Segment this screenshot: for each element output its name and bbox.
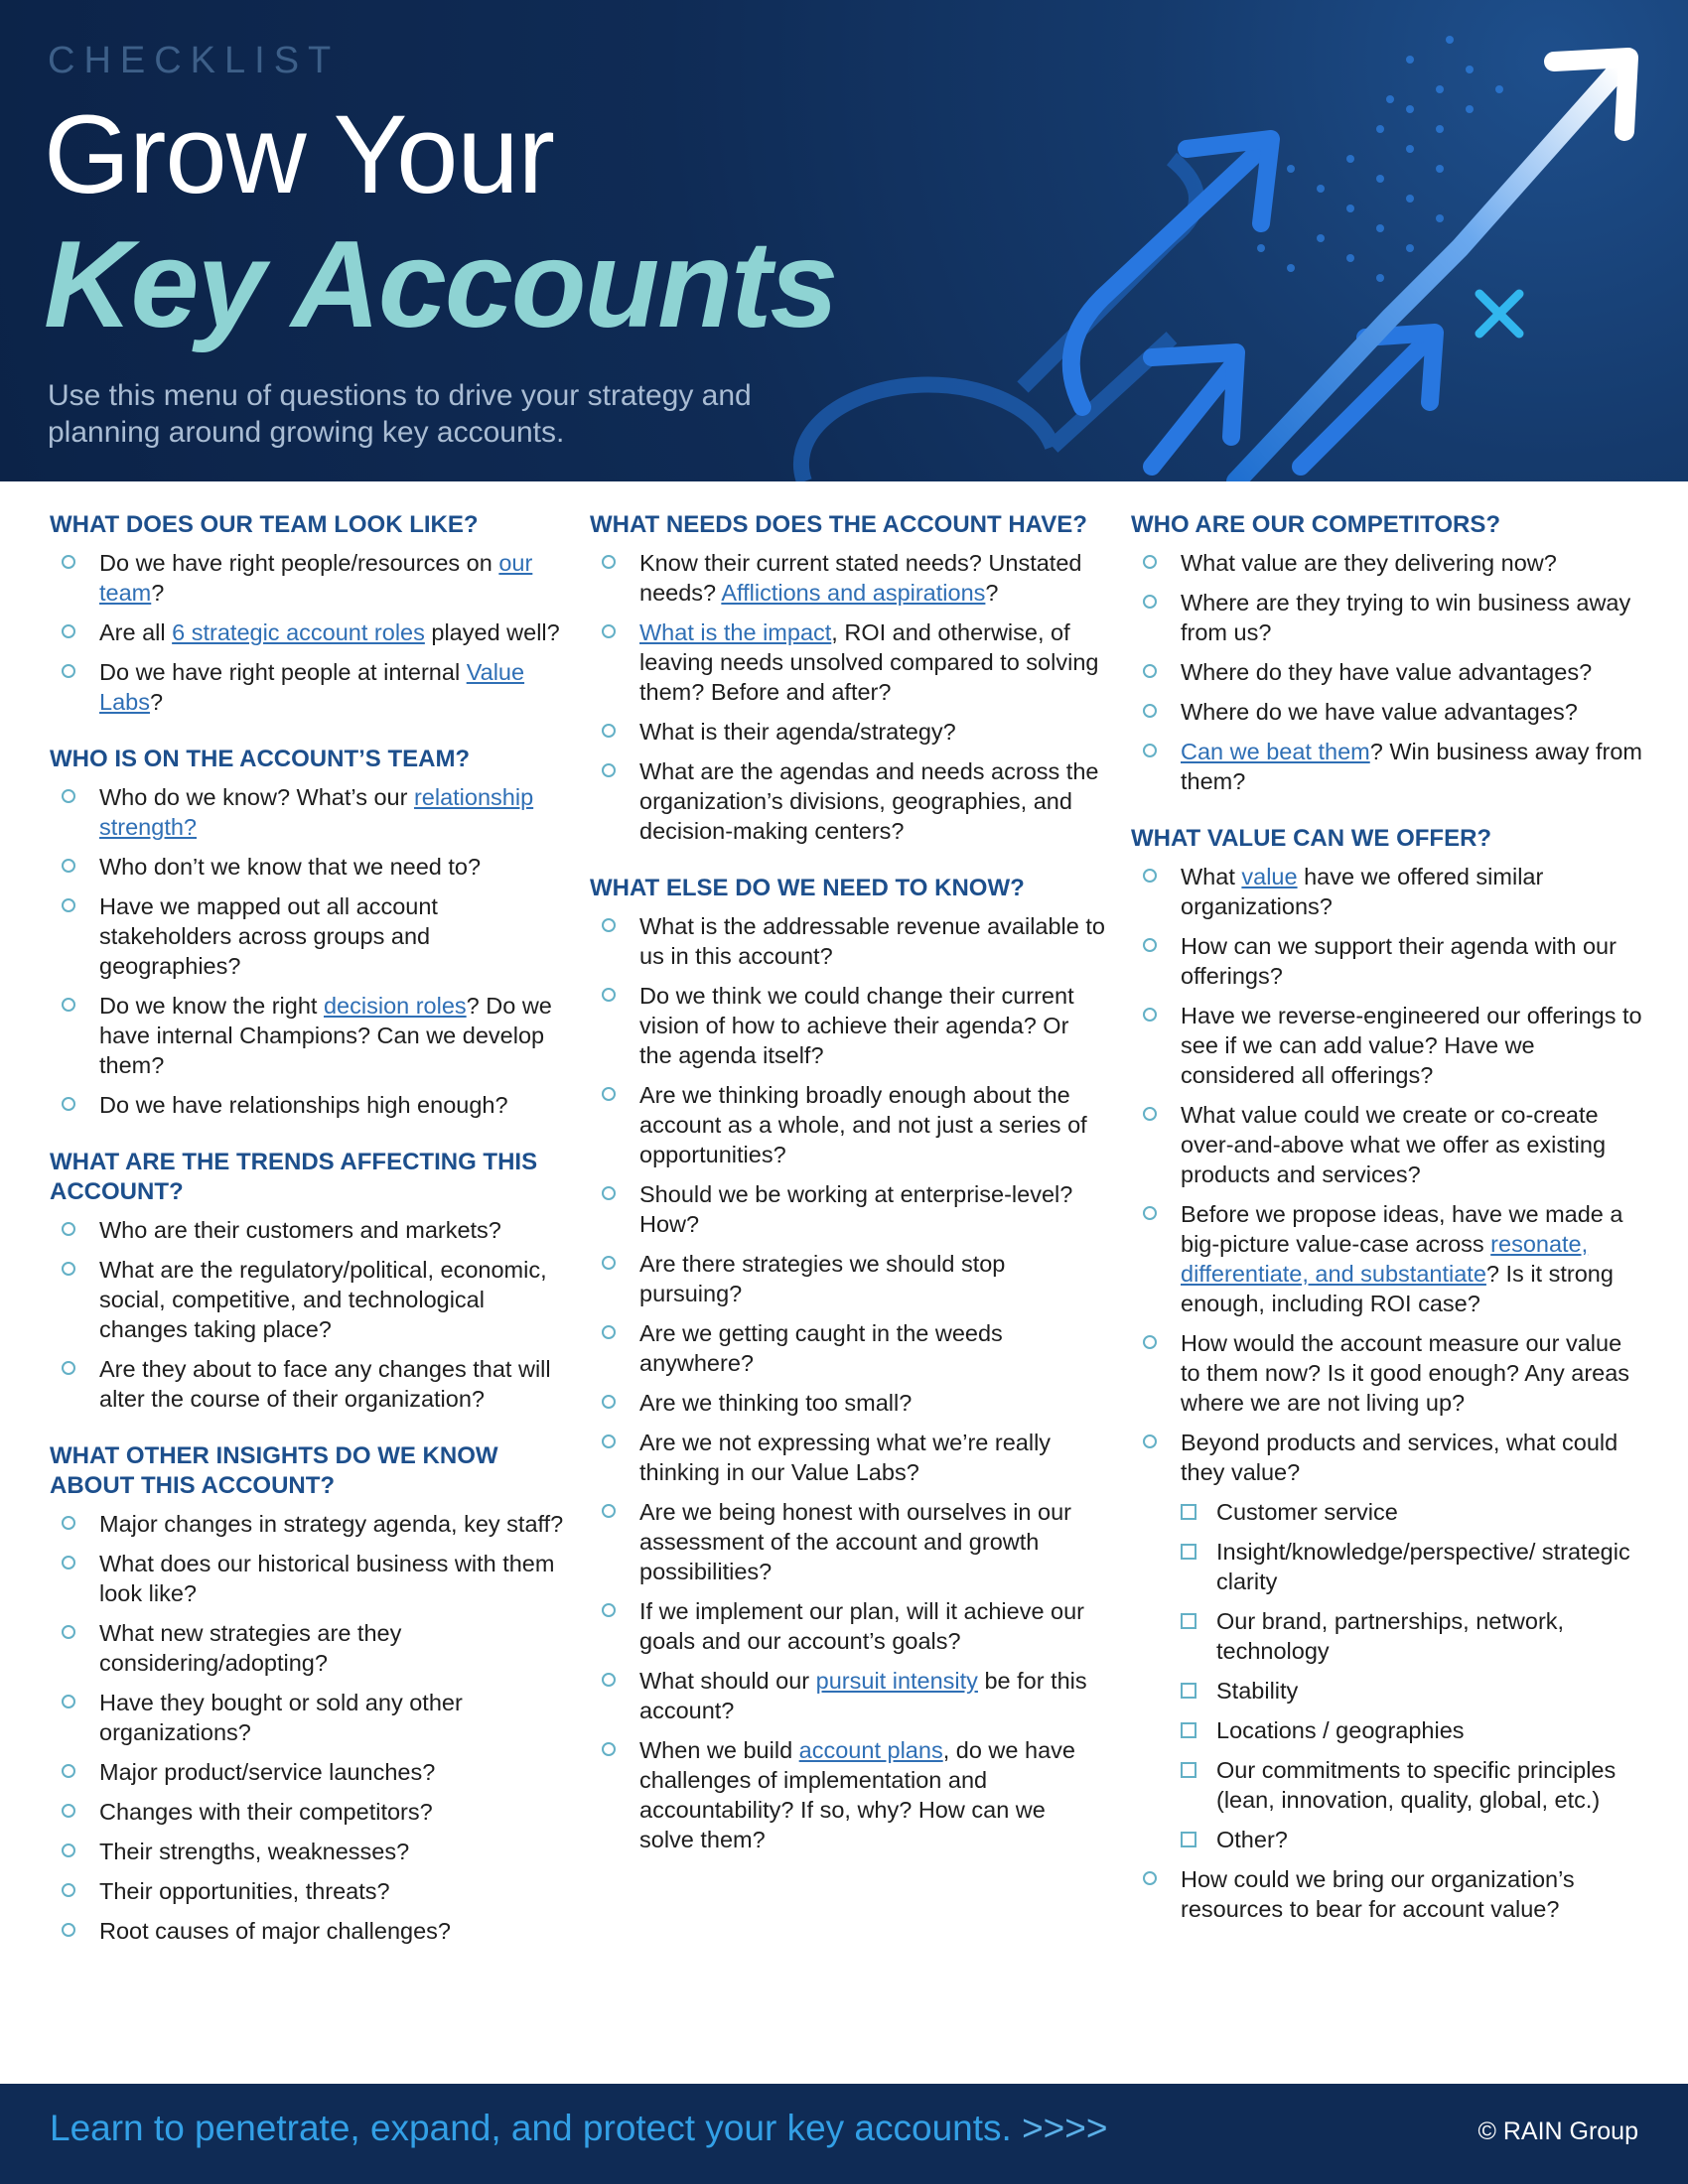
blue-arrows bbox=[1071, 139, 1435, 467]
item-text: Where are they trying to win business away from us? bbox=[1181, 590, 1631, 645]
title-line-2: Key Accounts bbox=[44, 216, 837, 353]
item-text: What is the addressable revenue available to us in this account? bbox=[639, 913, 1105, 969]
circle-bullet-icon bbox=[602, 918, 616, 932]
circle-bullet-icon bbox=[1143, 664, 1157, 678]
checklist-item bbox=[50, 657, 566, 717]
item-text: Their opportunities, threats? bbox=[99, 1878, 390, 1904]
circle-bullet-icon bbox=[602, 1603, 616, 1617]
inline-link[interactable]: relationship strength? bbox=[99, 784, 534, 840]
item-text: Our brand, partnerships, network, technology bbox=[1216, 1608, 1565, 1664]
checkbox-square-icon bbox=[1181, 1504, 1196, 1520]
item-text: What value are they delivering now? bbox=[1181, 550, 1557, 576]
inline-link[interactable]: resonate, differentiate, and substantiate bbox=[1181, 1231, 1589, 1287]
checklist-sub-item bbox=[1131, 1537, 1647, 1596]
circle-bullet-icon bbox=[1143, 938, 1157, 952]
item-text: ? bbox=[985, 580, 999, 606]
section-title: WHAT ARE THE TRENDS AFFECTING THIS ACCOUNT? bbox=[50, 1149, 538, 1205]
inline-link[interactable]: Can we beat them bbox=[1181, 739, 1370, 764]
item-text: ? bbox=[151, 580, 165, 606]
item-text: Do we have relationships high enough? bbox=[99, 1092, 508, 1118]
circle-bullet-icon bbox=[1143, 1107, 1157, 1121]
item-text: Do we know the right bbox=[99, 993, 324, 1019]
item-text: Major product/service launches? bbox=[99, 1759, 436, 1785]
checklist-item bbox=[1131, 1864, 1647, 1924]
circle-bullet-icon bbox=[62, 898, 75, 912]
checklist-item bbox=[1131, 1428, 1647, 1487]
column-1 bbox=[50, 510, 566, 1974]
circle-bullet-icon bbox=[62, 1695, 75, 1708]
checklist-item bbox=[50, 991, 566, 1080]
item-text: If we implement our plan, will it achieve our goals and our account’s goals? bbox=[639, 1598, 1085, 1654]
header-banner bbox=[0, 0, 1688, 481]
circle-bullet-icon bbox=[602, 1186, 616, 1200]
item-text: What bbox=[1181, 864, 1242, 889]
circle-bullet-icon bbox=[62, 1923, 75, 1937]
checklist-item bbox=[50, 1688, 566, 1747]
section-title: WHAT DOES OUR TEAM LOOK LIKE? bbox=[50, 511, 479, 538]
checklist-item bbox=[50, 1509, 566, 1539]
item-text: Who don’t we know that we need to? bbox=[99, 854, 482, 880]
item-text: Our commitments to specific principles (lean, innovation, quality, global, etc.) bbox=[1216, 1757, 1617, 1813]
footer-cta[interactable] bbox=[50, 2108, 1108, 2149]
item-text: Are we getting caught in the weeds anywhere? bbox=[639, 1320, 1003, 1376]
circle-bullet-icon bbox=[602, 1256, 616, 1270]
checklist-item bbox=[50, 1876, 566, 1906]
section-title: WHO ARE OUR COMPETITORS? bbox=[1131, 511, 1500, 538]
checklist-item bbox=[50, 782, 566, 842]
inline-link[interactable]: 6 strategic account roles bbox=[172, 619, 425, 645]
item-text: Have they bought or sold any other organizations? bbox=[99, 1690, 463, 1745]
checklist-sub-item bbox=[1131, 1755, 1647, 1815]
checklist-sub-item bbox=[1131, 1825, 1647, 1854]
checklist-item bbox=[50, 1837, 566, 1866]
item-text: Major changes in strategy agenda, key staff? bbox=[99, 1511, 564, 1537]
circle-bullet-icon bbox=[602, 1673, 616, 1687]
checklist-item bbox=[590, 617, 1106, 707]
item-text: Are we thinking too small? bbox=[639, 1390, 913, 1416]
circle-bullet-icon bbox=[602, 1742, 616, 1756]
circle-bullet-icon bbox=[1143, 869, 1157, 883]
checkbox-square-icon bbox=[1181, 1762, 1196, 1778]
item-text: Have we reverse-engineered our offerings to see if we can add value? Have we considered all offerings? bbox=[1181, 1003, 1642, 1088]
item-text: ? Win business away from them? bbox=[1181, 739, 1643, 794]
circle-bullet-icon bbox=[62, 789, 75, 803]
item-text: Are we thinking broadly enough about the account as a whole, and not just a series of opportunities? bbox=[639, 1082, 1087, 1167]
checklist-item bbox=[590, 548, 1106, 608]
circle-bullet-icon bbox=[1143, 1434, 1157, 1448]
checklist-item bbox=[590, 717, 1106, 747]
checklist-section bbox=[590, 874, 1106, 1854]
circle-bullet-icon bbox=[62, 664, 75, 678]
item-text: What is their agenda/strategy? bbox=[639, 719, 956, 745]
checklist-section bbox=[50, 1148, 566, 1414]
section-title: WHAT NEEDS DOES THE ACCOUNT HAVE? bbox=[590, 511, 1087, 538]
checklist-item bbox=[50, 548, 566, 608]
circle-bullet-icon bbox=[62, 1361, 75, 1375]
circle-bullet-icon bbox=[602, 763, 616, 777]
circle-bullet-icon bbox=[1143, 1871, 1157, 1885]
checklist-item bbox=[1131, 737, 1647, 796]
section-title: WHAT ELSE DO WE NEED TO KNOW? bbox=[590, 875, 1025, 901]
item-text: Root causes of major challenges? bbox=[99, 1918, 452, 1944]
item-text: Do we have right people/resources on bbox=[99, 550, 499, 576]
circle-bullet-icon bbox=[62, 1516, 75, 1530]
checklist-item bbox=[590, 756, 1106, 846]
checklist-item bbox=[1131, 1100, 1647, 1189]
item-text: Do we think we could change their current vision of how to achieve their agenda? Or the agenda itself? bbox=[639, 983, 1074, 1068]
inline-link[interactable]: Value Labs bbox=[99, 659, 525, 715]
item-text: Who are their customers and markets? bbox=[99, 1217, 501, 1243]
checklist-item bbox=[50, 1916, 566, 1946]
inline-link[interactable]: value bbox=[1241, 864, 1298, 889]
checkbox-square-icon bbox=[1181, 1613, 1196, 1629]
checklist-section bbox=[50, 510, 566, 717]
circle-bullet-icon bbox=[602, 988, 616, 1002]
checklist-item bbox=[1131, 588, 1647, 647]
item-text: Locations / geographies bbox=[1216, 1717, 1465, 1743]
item-text: Customer service bbox=[1216, 1499, 1398, 1525]
checklist-item bbox=[590, 1080, 1106, 1169]
inline-link[interactable]: What is the impact bbox=[639, 619, 832, 645]
checklist-item bbox=[590, 981, 1106, 1070]
item-text: Insight/knowledge/perspective/ strategic clarity bbox=[1216, 1539, 1630, 1594]
circle-bullet-icon bbox=[602, 1434, 616, 1448]
circle-bullet-icon bbox=[62, 1556, 75, 1570]
checklist-sub-item bbox=[1131, 1715, 1647, 1745]
checklist-item bbox=[1131, 1001, 1647, 1090]
circle-bullet-icon bbox=[1143, 744, 1157, 757]
column-2 bbox=[590, 510, 1106, 1882]
circle-bullet-icon bbox=[1143, 1335, 1157, 1349]
checklist-sub-item bbox=[1131, 1606, 1647, 1666]
circle-bullet-icon bbox=[1143, 1206, 1157, 1220]
checklist-item bbox=[50, 1255, 566, 1344]
copyright: © RAIN Group bbox=[1477, 2117, 1638, 2145]
checklist-section bbox=[1131, 824, 1647, 1924]
checklist-item bbox=[1131, 1199, 1647, 1318]
checklist-item bbox=[1131, 931, 1647, 991]
inline-link[interactable]: our team bbox=[99, 550, 533, 606]
circle-bullet-icon bbox=[602, 624, 616, 638]
item-text: How would the account measure our value to them now? Is it good enough? Any areas where we are not living up? bbox=[1181, 1330, 1630, 1416]
inline-link[interactable]: decision roles bbox=[323, 993, 467, 1019]
checklist-item bbox=[590, 1428, 1106, 1487]
item-text: played well? bbox=[424, 619, 560, 645]
item-text: Their strengths, weaknesses? bbox=[99, 1839, 410, 1864]
item-text: ? Do we have internal Champions? Can we develop them? bbox=[99, 993, 552, 1078]
checklist-item bbox=[50, 1354, 566, 1414]
item-text: Know their current stated needs? Unstated needs? bbox=[639, 550, 1082, 606]
circle-bullet-icon bbox=[62, 1262, 75, 1276]
circle-bullet-icon bbox=[62, 998, 75, 1012]
circle-bullet-icon bbox=[602, 1087, 616, 1101]
subtitle: Use this menu of questions to drive your strategy and planning around growing key accounts. bbox=[48, 379, 752, 449]
checklist-item bbox=[590, 1596, 1106, 1656]
checkbox-square-icon bbox=[1181, 1544, 1196, 1560]
checklist-item bbox=[50, 1549, 566, 1608]
checklist-item bbox=[1131, 862, 1647, 921]
checklist-item bbox=[50, 1215, 566, 1245]
title-line-1: Grow Your bbox=[44, 92, 554, 216]
circle-bullet-icon bbox=[62, 1804, 75, 1818]
circle-bullet-icon bbox=[1143, 555, 1157, 569]
checklist-item bbox=[590, 911, 1106, 971]
item-text: ? bbox=[149, 689, 164, 715]
item-text: What value could we create or co-create over-and-above what we offer as existing products and services? bbox=[1181, 1102, 1607, 1187]
checklist-item bbox=[590, 1735, 1106, 1854]
circle-bullet-icon bbox=[62, 1222, 75, 1236]
item-text: What are the agendas and needs across the organization’s divisions, geographies, and decision-making centers? bbox=[639, 758, 1099, 844]
item-text: Other? bbox=[1216, 1827, 1288, 1852]
item-text: ? Is it strong enough, including ROI case? bbox=[1181, 1261, 1614, 1316]
footer-banner bbox=[0, 2084, 1688, 2184]
checklist-section bbox=[1131, 510, 1647, 796]
checklist-item bbox=[50, 1797, 566, 1827]
circle-bullet-icon bbox=[62, 859, 75, 873]
item-text: Are there strategies we should stop pursuing? bbox=[639, 1251, 1006, 1306]
checkbox-square-icon bbox=[1181, 1832, 1196, 1847]
checklist-kicker: CHECKLIST bbox=[48, 40, 341, 81]
circle-bullet-icon bbox=[62, 555, 75, 569]
checklist-item bbox=[50, 852, 566, 882]
item-text: How could we bring our organization’s resources to bear for account value? bbox=[1181, 1866, 1575, 1922]
circle-bullet-icon bbox=[1143, 704, 1157, 718]
item-text: How can we support their agenda with our offerings? bbox=[1181, 933, 1617, 989]
circle-bullet-icon bbox=[62, 1097, 75, 1111]
checklist-section bbox=[50, 745, 566, 1120]
checklist-item bbox=[50, 1757, 566, 1787]
checklist-item bbox=[50, 617, 566, 647]
circle-bullet-icon bbox=[62, 1883, 75, 1897]
item-text: , do we have challenges of implementation and accountability? If so, why? How can we solve them? bbox=[639, 1737, 1075, 1852]
checklist-item bbox=[1131, 657, 1647, 687]
column-3 bbox=[1131, 510, 1647, 1952]
checklist-sub-item bbox=[1131, 1676, 1647, 1706]
circle-bullet-icon bbox=[62, 624, 75, 638]
item-text: What new strategies are they considering/adopting? bbox=[99, 1620, 402, 1676]
item-text: Stability bbox=[1216, 1678, 1299, 1704]
item-text: be for this account? bbox=[639, 1668, 1087, 1723]
item-text: Do we have right people at internal bbox=[99, 659, 467, 685]
checkbox-square-icon bbox=[1181, 1683, 1196, 1699]
checklist-item bbox=[1131, 1328, 1647, 1418]
checkbox-square-icon bbox=[1181, 1722, 1196, 1738]
item-text: Are we not expressing what we’re really thinking in our Value Labs? bbox=[639, 1430, 1052, 1485]
pill-loop-shapes bbox=[801, 159, 1196, 481]
circle-bullet-icon bbox=[602, 1395, 616, 1409]
checklist-item bbox=[590, 1497, 1106, 1586]
checklist-item bbox=[590, 1318, 1106, 1378]
item-text: Are all bbox=[99, 619, 173, 645]
item-text: What are the regulatory/political, economic, social, competitive, and technological changes taking place? bbox=[99, 1257, 547, 1342]
circle-bullet-icon bbox=[62, 1625, 75, 1639]
x-mark-icon bbox=[1479, 294, 1519, 334]
item-text: Where do we have value advantages? bbox=[1181, 699, 1578, 725]
checklist-item bbox=[1131, 697, 1647, 727]
inline-link[interactable]: pursuit intensity bbox=[815, 1668, 978, 1694]
circle-bullet-icon bbox=[62, 1764, 75, 1778]
circle-bullet-icon bbox=[602, 1325, 616, 1339]
checklist-item bbox=[50, 1090, 566, 1120]
circle-bullet-icon bbox=[1143, 595, 1157, 609]
item-text: Beyond products and services, what could they value? bbox=[1181, 1430, 1618, 1485]
checklist-sub-item bbox=[1131, 1497, 1647, 1527]
checklist-item bbox=[590, 1179, 1106, 1239]
item-text: Are we being honest with ourselves in our assessment of the account and growth possibilities? bbox=[639, 1499, 1071, 1584]
checklist-section bbox=[50, 1441, 566, 1946]
circle-bullet-icon bbox=[602, 555, 616, 569]
item-text: Have we mapped out all account stakeholders across groups and geographies? bbox=[99, 893, 438, 979]
item-text: Who do we know? What’s our bbox=[99, 784, 414, 810]
item-text: Are they about to face any changes that will alter the course of their organization? bbox=[99, 1356, 551, 1412]
item-text: have we offered similar organizations? bbox=[1181, 864, 1544, 919]
checklist-item bbox=[590, 1249, 1106, 1308]
checklist-item bbox=[50, 1618, 566, 1678]
item-text: When we build bbox=[639, 1737, 799, 1763]
inline-link[interactable]: Afflictions and aspirations bbox=[721, 580, 986, 606]
circle-bullet-icon bbox=[62, 1843, 75, 1857]
item-text: What does our historical business with them look like? bbox=[99, 1551, 555, 1606]
section-title: WHAT OTHER INSIGHTS DO WE KNOW ABOUT THIS ACCOUNT? bbox=[50, 1442, 498, 1499]
checklist-section bbox=[590, 510, 1106, 846]
item-text: Where do they have value advantages? bbox=[1181, 659, 1593, 685]
circle-bullet-icon bbox=[602, 1504, 616, 1518]
footer-cta-text[interactable]: Learn to penetrate, expand, and protect your key accounts. bbox=[50, 2108, 1012, 2148]
checklist-item bbox=[1131, 548, 1647, 578]
inline-link[interactable]: account plans bbox=[798, 1737, 943, 1763]
checklist-item bbox=[50, 891, 566, 981]
checklist-item bbox=[590, 1666, 1106, 1725]
section-title: WHAT VALUE CAN WE OFFER? bbox=[1131, 825, 1492, 852]
section-title: WHO IS ON THE ACCOUNT’S TEAM? bbox=[50, 746, 471, 772]
item-text: What should our bbox=[639, 1668, 816, 1694]
circle-bullet-icon bbox=[602, 724, 616, 738]
checklist-item bbox=[590, 1388, 1106, 1418]
big-white-arrow bbox=[1236, 69, 1618, 481]
item-text: Changes with their competitors? bbox=[99, 1799, 433, 1825]
item-text: Should we be working at enterprise-level? How? bbox=[639, 1181, 1073, 1237]
item-text: , ROI and otherwise, of leaving needs unsolved compared to solving them? Before and after? bbox=[639, 619, 1099, 705]
footer-cta-arrows[interactable]: >>>> bbox=[1022, 2108, 1108, 2148]
circle-bullet-icon bbox=[1143, 1008, 1157, 1022]
item-text: Before we propose ideas, have we made a big-picture value-case across bbox=[1181, 1201, 1623, 1257]
